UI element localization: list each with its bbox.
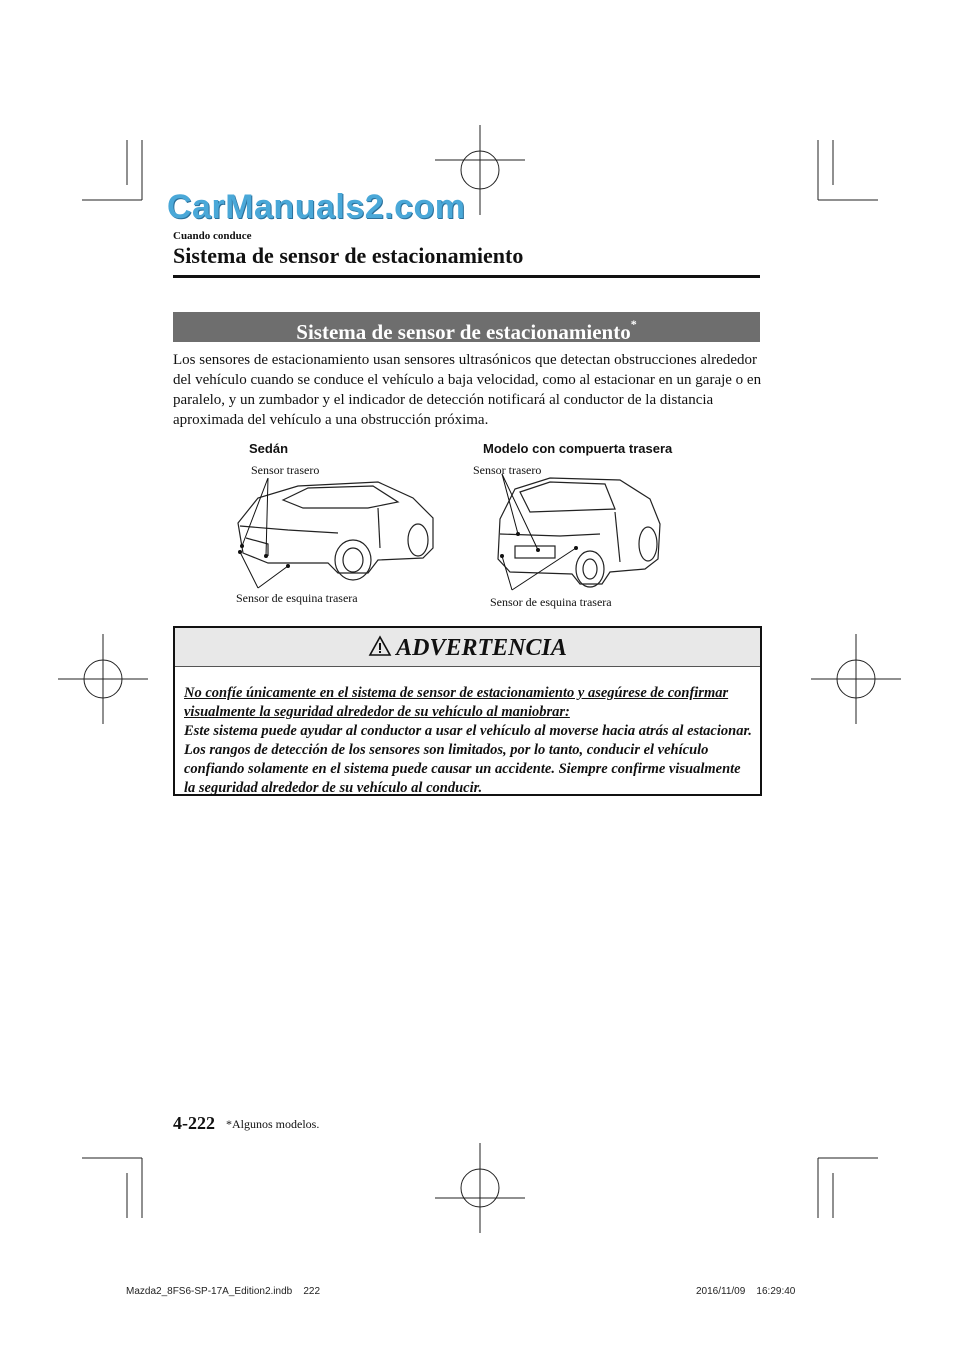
page-number: 4-222	[173, 1113, 215, 1133]
section-banner	[173, 312, 760, 342]
callout-hatchback-corner-sensor: Sensor de esquina trasera	[490, 595, 612, 609]
warning-lead: No confíe únicamente en el sistema de sensor de estacionamiento y asegúrese de confirmar visualmente la seguridad alrededor de su vehículo al maniobrar:	[184, 685, 729, 720]
intro-paragraph: Los sensores de estacionamiento usan sensores ultrasónicos que detectan obstrucciones alrededor del vehículo cuando se conduce el vehículo a baja velocidad, como al estacionar en un garaje o en paralelo, y un zumbador y el indicador de detección notificará al conductor de la distancia aproximada del vehículo a una obstrucción próxima.	[173, 352, 762, 428]
figure-label-hatchback: Modelo con compuerta trasera	[483, 441, 673, 456]
footnote: *Algunos modelos.	[226, 1117, 320, 1131]
banner-title: Sistema de sensor de estacionamiento	[296, 320, 631, 344]
figure-label-sedan: Sedán	[249, 441, 289, 456]
callout-sedan-rear-sensor: Sensor trasero	[251, 463, 320, 477]
print-timestamp: 2016/11/09 16:29:40	[696, 1286, 796, 1297]
print-file-info: Mazda2_8FS6-SP-17A_Edition2.indb 222	[126, 1286, 321, 1297]
banner-asterisk: *	[630, 317, 637, 331]
callout-hatchback-rear-sensor: Sensor trasero	[473, 463, 542, 477]
warning-text: Este sistema puede ayudar al conductor a usar el vehículo al moverse hacia atrás al estacionar. Los rangos de detección de los sensores son limitados, por lo tanto, conducir el vehículo confiando solamente en el sistema puede causar un accidente. Siempre confirme visualmente la seguridad alrededor de su vehículo al conducir.	[184, 723, 752, 796]
warning-triangle-icon	[368, 635, 392, 657]
warning-header	[175, 628, 760, 667]
sedan-illustration	[228, 478, 443, 593]
warning-box	[173, 626, 762, 796]
section-label: Cuando conduce	[173, 230, 252, 242]
title-rule	[173, 275, 760, 278]
hatchback-illustration	[490, 474, 665, 596]
warning-title: ADVERTENCIA	[396, 635, 567, 661]
warning-body	[184, 684, 754, 798]
callout-sedan-corner-sensor: Sensor de esquina trasera	[236, 591, 358, 605]
watermark-logo: CarManuals2.com	[167, 188, 466, 226]
page-title: Sistema de sensor de estacionamiento	[173, 243, 524, 268]
